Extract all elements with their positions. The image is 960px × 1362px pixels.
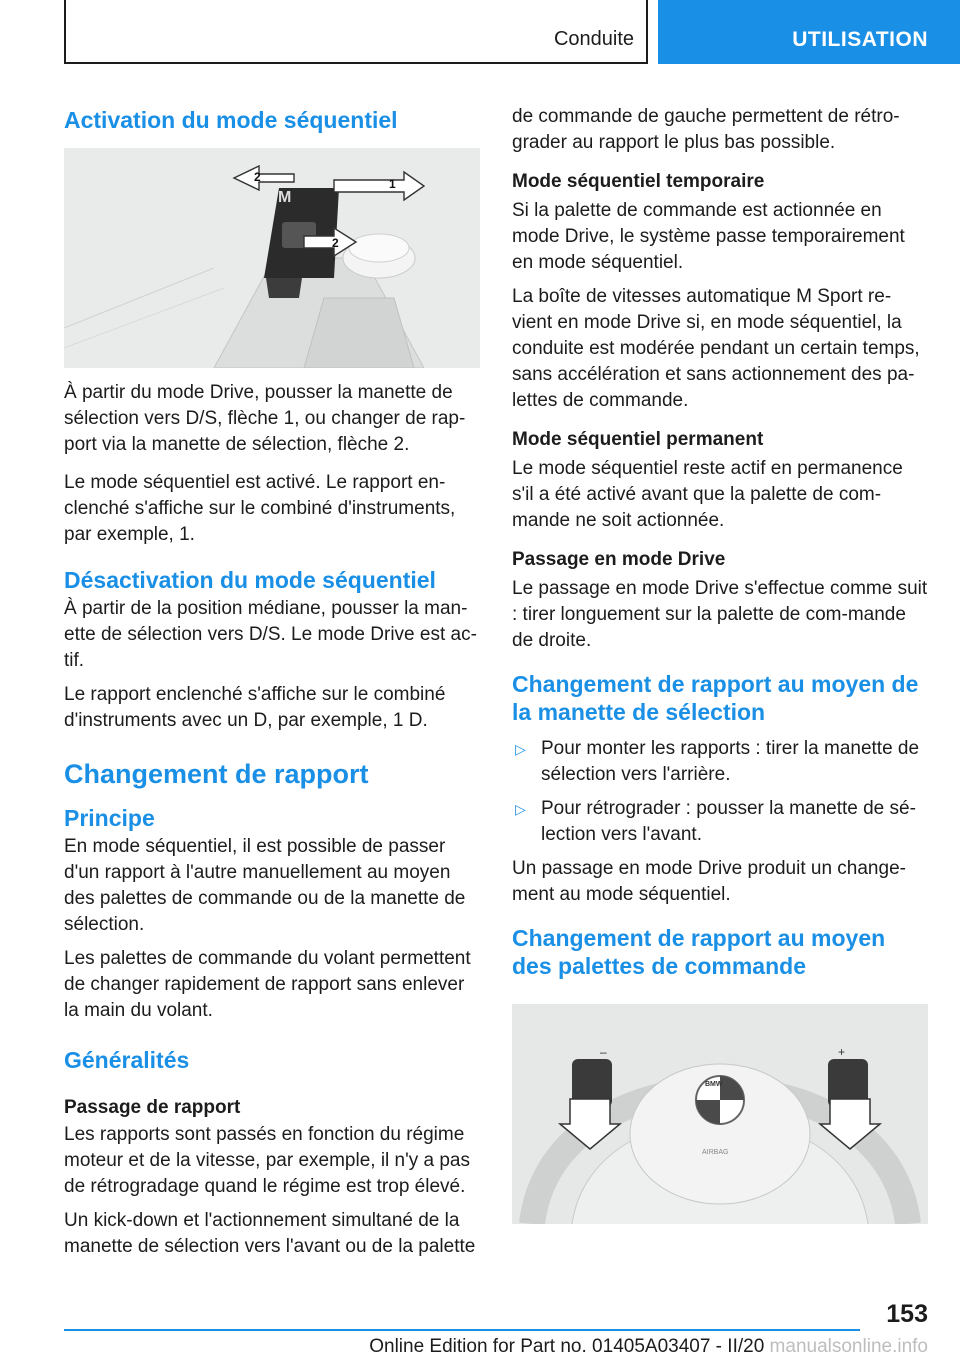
heading-generalites: Généralités (64, 1047, 190, 1073)
paragraph-passage-drive: Le passage en mode Drive s'effectue comme suit : tirer longuement sur la palette de com‐mande de droite. (512, 578, 928, 651)
paragraph-activation-2: Le mode séquentiel est activé. Le rapport en‐clenché s'affiche sur le combiné d'instruments, par exemple, 1. (64, 472, 456, 545)
paragraph-permanent: Le mode séquentiel reste actif en permanence s'il a été activé avant que la palette de com‐mande ne soit actionnée. (512, 458, 903, 531)
header-chapter-tab (658, 0, 960, 64)
heading-principe: Principe (64, 805, 155, 831)
bullet-list (512, 736, 928, 848)
bullet-triangle-icon: ▷ (515, 801, 526, 817)
heading-passage-rapport: Passage de rapport (64, 1097, 241, 1118)
arrow-label-2a: 2 (254, 170, 261, 184)
heading-passage-drive: Passage en mode Drive (512, 549, 726, 570)
right-column (512, 96, 928, 1224)
paragraph-desactivation-2: Le rapport enclenché s'affiche sur le combiné d'instruments avec un D, par exemple, 1 D. (64, 684, 446, 731)
paragraph-passage-1: Les rapports sont passés en fonction du régime moteur et de la vitesse, par exemple, il n'y a pas de rétrogradage quand le régime est trop élevé. (64, 1124, 470, 1197)
left-column (64, 96, 480, 1260)
airbag-label: AIRBAG (702, 1149, 729, 1156)
paragraph-activation-1: À partir du mode Drive, pousser la manette de sélection vers D/S, flèche 1, ou changer de rap‐port via la manette de sélection, flèche 2. (64, 382, 466, 455)
svg-text:M: M (278, 189, 292, 206)
heading-mode-permanent: Mode séquentiel permanent (512, 429, 764, 450)
svg-text:+: + (838, 1045, 846, 1059)
list-item (512, 736, 928, 788)
heading-mode-temporaire: Mode séquentiel temporaire (512, 171, 765, 192)
bmw-logo-letters: BMW (705, 1081, 723, 1088)
bullet-text: Pour rétrograder : pousser la manette de sé‐lection vers l'avant. (541, 798, 916, 845)
arrow-label-1: 1 (389, 177, 396, 191)
gear-selector-illustration (64, 148, 480, 368)
paragraph-temporaire-2: La boîte de vitesses automatique M Sport re‐vient en mode Drive si, en mode séquentiel, la conduite est modérée pendant un certain temps, sans accélération et sans actionnement des pa‐lettes de commande. (512, 286, 920, 411)
footer-watermark-site: manualsonline.info (769, 1336, 928, 1357)
paragraph-desactivation-1: À partir de la position médiane, pousser la man‐ette de sélection vers D/S. Le mode Drive est ac‐tif. (64, 598, 477, 671)
paragraph-temporaire-1: Si la palette de commande est actionnée en mode Drive, le système passe temporairement en mode séquentiel. (512, 200, 905, 273)
bullet-triangle-icon: ▷ (515, 741, 526, 757)
header-section-title: Conduite (553, 28, 634, 50)
steering-wheel-illustration (512, 1004, 928, 1224)
paragraph-continuation: de commande de gauche permettent de rétro‐grader au rapport le plus bas possible. (512, 106, 900, 153)
paragraph-passage-2: Un kick-down et l'actionnement simultané de la manette de sélection vers l'avant ou de la palette (64, 1210, 476, 1257)
heading-activation: Activation du mode séquentiel (64, 107, 398, 133)
list-item (512, 796, 928, 848)
heading-changement-manette: Changement de rapport au moyen de la manette de sélection (512, 671, 919, 725)
paragraph-principe-1: En mode séquentiel, il est possible de passer d'un rapport à l'autre manuellement au moyen des palettes de commande ou de la manette de sélection. (64, 836, 466, 935)
steering-wheel-drawing (512, 1004, 928, 1224)
paragraph-manette-after: Un passage en mode Drive produit un change‐ment au mode séquentiel. (512, 858, 906, 905)
gear-selector-drawing (64, 148, 480, 368)
svg-text:–: – (600, 1045, 607, 1059)
page-number: 153 (886, 1300, 928, 1328)
footer-divider (64, 1329, 860, 1331)
heading-desactivation: Désactivation du mode séquentiel (64, 567, 436, 593)
bullet-text: Pour monter les rapports : tirer la manette de sélection vers l'arrière. (541, 738, 920, 785)
header-section-box (64, 0, 648, 64)
footer-edition (369, 1336, 928, 1358)
heading-changement-rapport: Changement de rapport (64, 759, 369, 789)
paragraph-principe-2: Les palettes de commande du volant permettent de changer rapidement de rapport sans enlever la main du volant. (64, 948, 471, 1021)
footer-edition-text: Online Edition for Part no. 01405A03407 - II/20 (369, 1336, 770, 1357)
arrow-label-2b: 2 (332, 236, 339, 250)
header-chapter-title: UTILISATION (792, 28, 928, 51)
heading-changement-palettes: Changement de rapport au moyen des palettes de commande (512, 925, 886, 979)
